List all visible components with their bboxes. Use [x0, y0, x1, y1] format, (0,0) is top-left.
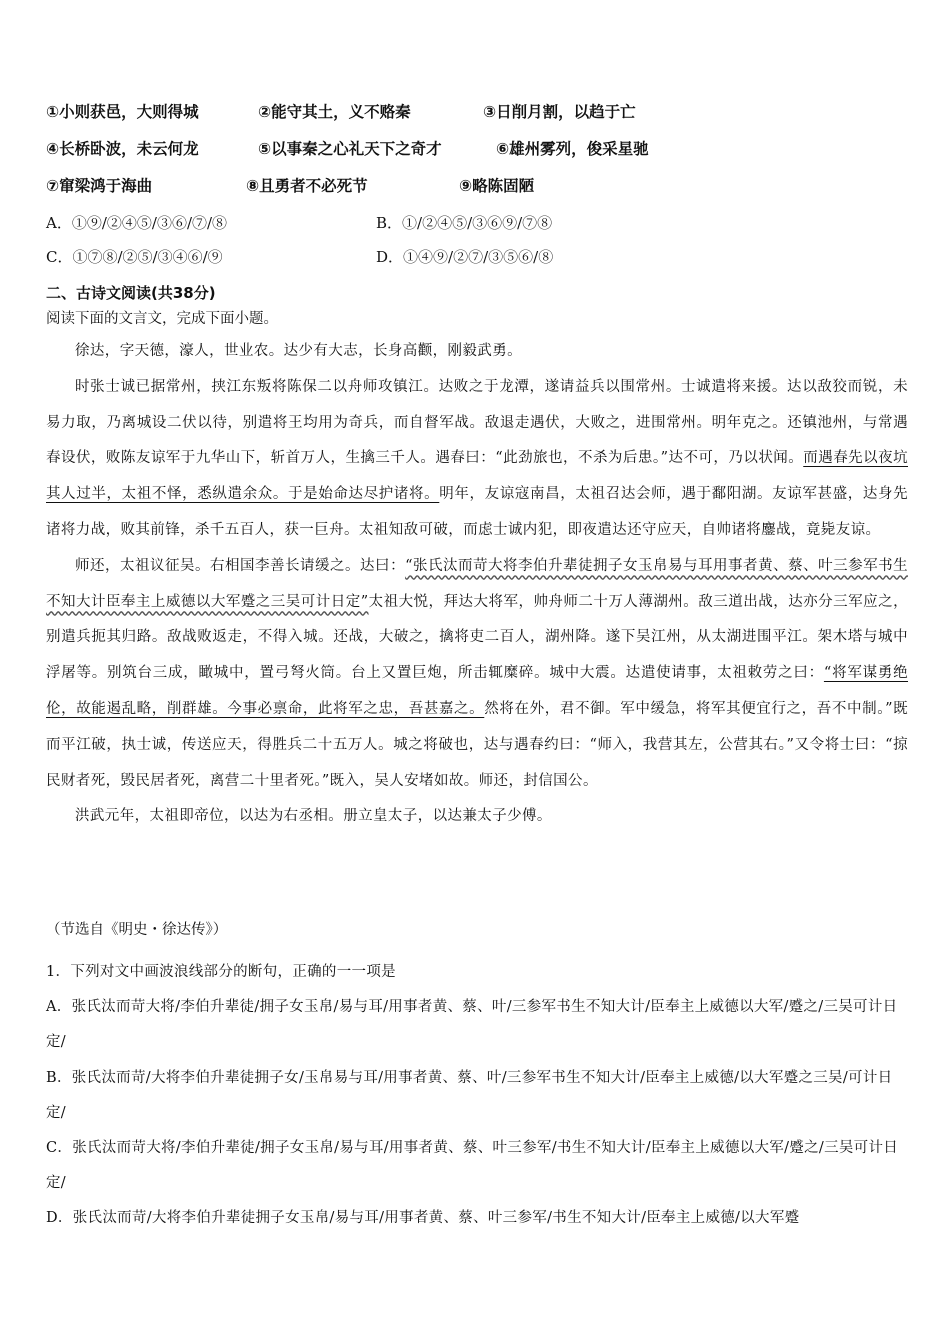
option-item: ④长桥卧波，未云何龙: [46, 140, 199, 158]
passage-paragraph-4: 洪武元年，太祖即帝位，以达为右丞相。册立皇太子，以达兼太子少傅。: [75, 808, 552, 825]
answer-choice-a: A．①⑨/②④⑤/③⑥/⑦/⑧: [46, 214, 228, 232]
instruction-text: 阅读下面的文言文，完成下面小题。: [46, 311, 278, 327]
question-stem: 1．下列对文中画波浪线部分的断句，正确的一一项是: [46, 964, 396, 980]
passage-source: （节选自《明史・徐达传》）: [46, 922, 228, 938]
classical-passage: [46, 334, 908, 835]
answer-choice-d: D．①④⑨/②⑦/③⑤⑥/⑧: [376, 248, 554, 266]
passage-paragraph-3: 师还，太祖议征吴。右相国李善长请缓之。达曰：“张氏汰而苛大将李伯升辈徒拥子女玉帛易与耳用事者黄、蔡、叶三参军书生不知大计臣奉主上威德以大军蹙之三吴可计日定”太祖大悦，拜达大将军，帅舟师二十万人薄湖州。敌三道出战，达亦分三军应之，别遣兵扼其归路。敌战败返走，不得入城。还战，大破之，擒将吏二百人，湖州降。遂下吴江州，从太湖进围平江。架木塔与城中浮屠等。别筑台三成，瞰城中，置弓弩火筒。台上又置巨炮，所击辄糜碎。城中大震。达遣使请事，太祖敕劳之曰：“将军谋勇绝伦，故能遏乱略，削群雄。今事必禀命，此将军之忠，吾甚嘉之。然将在外，君不御。军中缓急，将军其便宜行之，吾不中制。”既而平江破，执士诚，传送应天，得胜兵二十五万人。城之将破也，达与遇春约曰：“师入，我营其左，公营其右。”又令将士曰：“掠民财者死，毁民居者死，离营二十里者死。”既入，吴人安堵如故。师还，封信国公。: [46, 557, 909, 789]
answer-choice-b: B．①/②④⑤/③⑥⑨/⑦⑧: [376, 214, 553, 232]
option-item: ⑨略陈固陋: [459, 177, 535, 195]
wavy-underlined-sentence: “张氏汰而苛大将李伯升辈徒拥子女玉帛易与耳用事者黄、蔡、叶三参军书生不知大计臣奉主上威德以大军蹙之三吴可计日定”: [46, 557, 908, 610]
question-option-c: C．张氏汰而苛大将/李伯升辈徒/拥子女玉帛/易与耳/用事者黄、蔡、叶三参军/书生不知大计/臣奉主上威德以大军/蹙之/三吴可计日定/: [46, 1140, 899, 1192]
option-item: ⑥雄州雾列，俊采星驰: [496, 140, 649, 158]
passage-paragraph-2: 时张士诚已据常州，挟江东叛将陈保二以舟师攻镇江。达败之于龙潭，遂请益兵以围常州。士诚遣将来援。达以敌狡而锐，未易力取，乃离城设二伏以待，别遣将王均用为奇兵，而自督军战。敌退走遇伏，大败之，进围常州。明年克之。还镇池州，与常遇春设伏，败陈友谅军于九华山下，斩首万人，生擒三千人。遇春曰：“此劲旅也，不杀为后患。”达不可，乃以状闻。而遇春先以夜坑其人过半，太祖不怿，悉纵遣余众。于是始命达尽护诸将。明年，友谅寇南昌，太祖召达会师，遇于鄱阳湖。友谅军甚盛，达身先诸将力战，败其前锋，杀千五百人，获一巨舟。太祖知敌可破，而虑士诚内犯，即夜遣达还守应天，自帅诸将鏖战，竟毙友谅。: [46, 378, 908, 538]
option-item: ①小则获邑，大则得城: [46, 103, 199, 121]
question-option-b: B．张氏汰而苛/大将李伯升辈徒拥子女/玉帛易与耳/用事者黄、蔡、叶/三参军书生不知大计/臣奉主上威德/以大军蹙之三吴/可计日定/: [46, 1069, 893, 1121]
option-item: ②能守其土，义不赂秦: [258, 103, 411, 121]
passage-paragraph-1: 徐达，字天德，濠人，世业农。达少有大志，长身高颧，刚毅武勇。: [75, 343, 522, 359]
question-option-d: D．张氏汰而苛/大将李伯升辈徒拥子女玉帛/易与耳/用事者黄、蔡、叶三参军/书生不知大计/臣奉主上威德/以大军蹙: [46, 1210, 800, 1227]
option-item: ③日削月割，以趋于亡: [483, 103, 636, 121]
answer-choice-c: C．①⑦⑧/②⑤/③④⑥/⑨: [46, 248, 223, 266]
question-block: [46, 955, 908, 1237]
option-item: ⑦窜梁鸿于海曲: [46, 177, 153, 195]
question-option-a: A．张氏汰而苛大将/李伯升辈徒/拥子女玉帛/易与耳/用事者黄、蔡、叶/三参军书生不知大计/臣奉主上威德以大军/蹙之/三吴可计日定/: [46, 999, 898, 1051]
underlined-sentence: “将军谋勇绝伦，故能遏乱略，削群雄。今事必禀命，此将军之忠，吾甚嘉之。: [46, 665, 909, 717]
option-item: ⑧且勇者不必死节: [246, 177, 368, 195]
section-title: 二、古诗文阅读(共38分): [46, 284, 216, 302]
underlined-sentence: 而遇春先以夜坑其人过半，太祖不怿，悉纵遣余众。于是始命达尽护诸将。: [46, 450, 908, 503]
option-item: ⑤以事秦之心礼天下之奇才: [258, 140, 442, 158]
